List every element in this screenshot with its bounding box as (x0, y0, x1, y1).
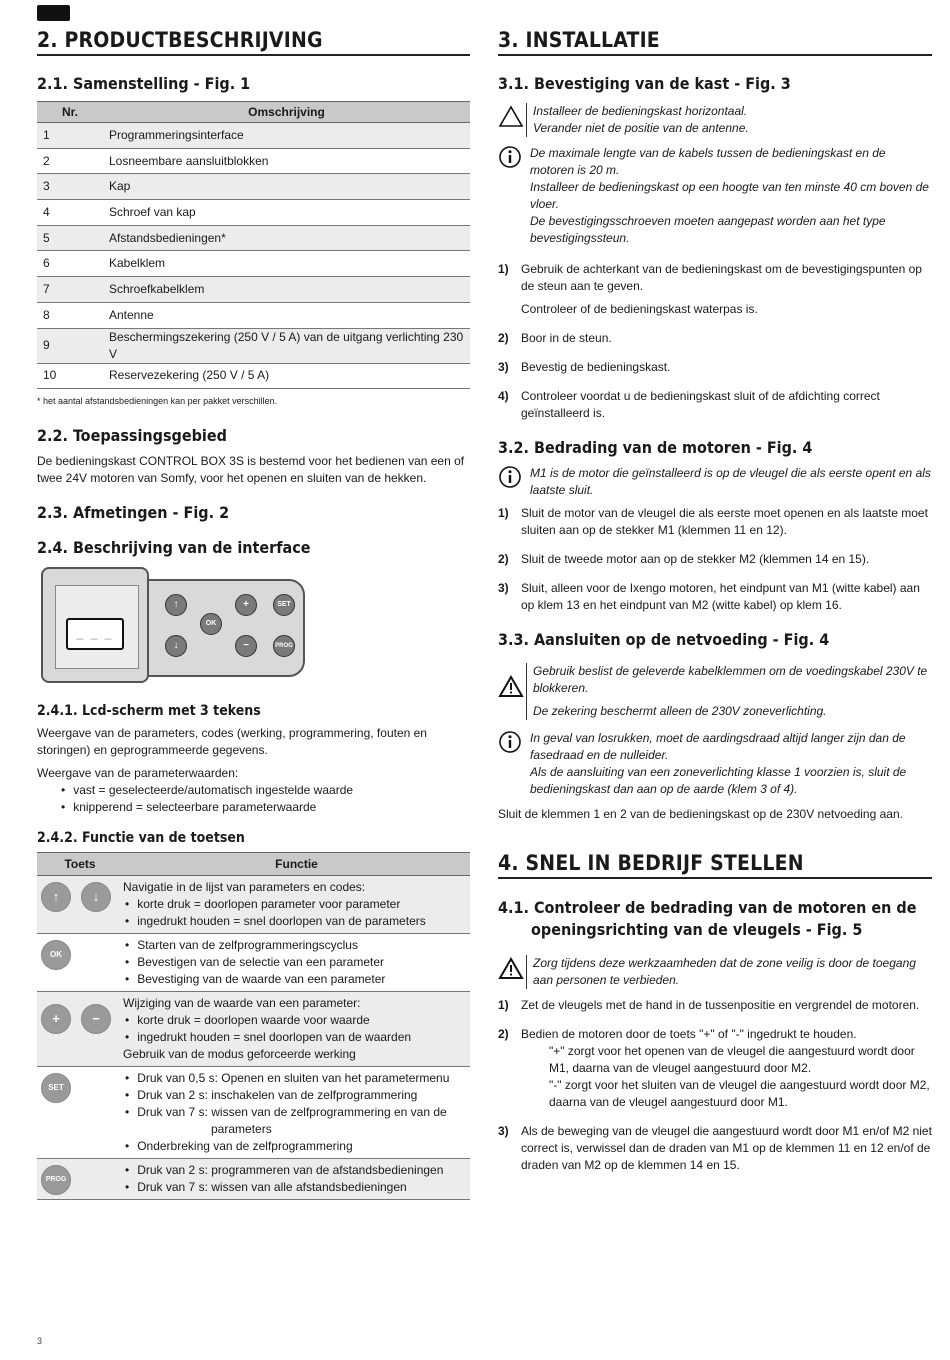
table-row: 10 Reservezekering (250 V / 5 A) (37, 363, 470, 389)
interface-figure (41, 567, 311, 689)
list-item: • knipperend = selecteerbare parameterwaarde (61, 799, 470, 816)
warning-icon (498, 663, 526, 720)
section-2-3-heading: 2.3. Afmetingen - Fig. 2 (37, 503, 230, 523)
section-3-heading: 3. INSTALLATIE (498, 28, 932, 56)
table-row: 2 Losneembare aansluitblokken (37, 148, 470, 174)
section-4-heading: 4. SNEL IN BEDRIJF STELLEN (498, 851, 932, 879)
ok-key-icon: OK (200, 613, 222, 635)
table-row: 7 Schroefkabelklem (37, 277, 470, 303)
list-item: 1) Gebruik de achterkant van de bedieningskast om de bevestigingspunten op de steun aan te geven. Controleer of de bedieningskast waterpas is. (498, 262, 922, 316)
lcd-values-intro: Weergave van de parameterwaarden: (37, 766, 239, 781)
table-row: OK • Starten van de zelfprogrammeringscyclus • Bevestigen van de selectie van een parameter • Bevestiging van de waarde van een parameter (37, 934, 470, 992)
ok-key-icon: OK (41, 940, 71, 970)
table-row: 8 Antenne (37, 302, 470, 328)
list-item: 3) Sluit, alleen voor de Ixengo motoren, het eindpunt van M1 (witte kabel) aan op klem 13 en het eindpunt van M2 (witte kabel) op klem 16. (498, 581, 920, 612)
right-column (498, 28, 932, 1186)
section-2-heading: 2. PRODUCTBESCHRIJVING (37, 28, 470, 56)
composition-table (37, 101, 470, 389)
info-icon (498, 465, 530, 499)
list-item: 3) Bevestig de bedieningskast. (498, 360, 671, 374)
list-item: 2) Boor in de steun. (498, 331, 612, 345)
list-item: 2) Sluit de tweede motor aan op de stekker M2 (klemmen 14 en 15). (498, 552, 870, 566)
section-3-3-heading: 3.3. Aansluiten op de netvoeding - Fig. 4 (498, 630, 830, 649)
minus-key-icon: − (235, 635, 257, 657)
list-item: • vast = geselecteerde/automatisch ingestelde waarde (61, 782, 470, 799)
table-row: + − Wijziging van de waarde van een parameter: • korte druk = doorlopen waarde voor waarde • ingedrukt houden = snel doorlopen van de waarden Gebruik van de modus geforceerde werking (37, 992, 470, 1067)
steps-3-1 (498, 261, 932, 428)
prog-key-icon: PROG (41, 1165, 71, 1195)
caution-note: Installeer de bedieningskast horizontaal. Verander niet de positie van de antenne. (498, 103, 932, 137)
list-item: 4) Controleer voordat u de bedieningskast sluit of de afdichting correct geïnstalleerd is. (498, 389, 880, 420)
steps-4-1 (498, 997, 932, 1180)
section-2-4-2-heading: 2.4.2. Functie van de toetsen (37, 830, 245, 847)
warning-note: Zorg tijdens deze werkzaamheden dat de zone veilig is door de toegang aan personen te verbieden. (498, 955, 932, 989)
table-row: 3 Kap (37, 174, 470, 200)
section-4-1-heading: 4.1. Controleer de bedrading van de motoren en de openingsrichting van de vleugels - Fig. 5 (498, 898, 917, 939)
info-note: M1 is de motor die geïnstalleerd is op de vleugel die als eerste opent en als laatste sluit. (498, 465, 932, 499)
down-arrow-icon: ↓ (165, 635, 187, 657)
section-3-1-heading: 3.1. Bevestiging van de kast - Fig. 3 (498, 74, 791, 93)
table-row: PROG • Druk van 2 s: programmeren van de afstandsbedieningen • Druk van 7 s: wissen van alle afstandsbedieningen (37, 1159, 470, 1200)
key-function-table (37, 852, 470, 1200)
info-note: De maximale lengte van de kabels tussen de bedieningskast en de motoren is 20 m. Installeer de bedieningskast op een hoogte van ten minste 40 cm boven de vloer. De bevestigingsschroeven moeten aangepast worden aan het type bevestigingssteun. (498, 145, 932, 247)
keypad (147, 579, 305, 677)
plus-key-icon: + (235, 594, 257, 616)
table-row: SET • Druk van 0,5 s: Openen en sluiten van het parametermenu • Druk van 2 s: inschakelen van de zelfprogrammering • Druk van 7 s: wissen van de zelfprogrammering en van de parameters • Onderbreking van de zelfprogrammering (37, 1067, 470, 1159)
caution-triangle-icon (498, 103, 526, 137)
down-arrow-icon: ↓ (81, 882, 111, 912)
section-2-4-1-heading: 2.4.1. Lcd-scherm met 3 tekens (37, 703, 261, 720)
plus-key-icon: + (41, 1004, 71, 1034)
list-item: 1) Sluit de motor van de vleugel die als eerste moet openen en als laatste moet sluiten aan op de stekker M1 (klemmen 11 en 12). (498, 506, 928, 537)
table-row: 4 Schroef van kap (37, 200, 470, 226)
netvoeding-paragraph: Sluit de klemmen 1 en 2 van de bedieningskast op de 230V netvoeding aan. (498, 807, 903, 821)
section-2-4-heading: 2.4. Beschrijving van de interface (37, 538, 311, 558)
info-icon (498, 730, 530, 798)
interface-housing (41, 567, 149, 683)
toepassing-paragraph: De bedieningskast CONTROL BOX 3S is bestemd voor het bedienen van een of twee 24V motoren van Somfy, voor het openen en sluiten van de hekken. (37, 454, 465, 486)
section-3-2-heading: 3.2. Bedrading van de motoren - Fig. 4 (498, 438, 813, 457)
table-row: ↑ ↓ Navigatie in de lijst van parameters en codes: • korte druk = doorlopen parameter voor parameter • ingedrukt houden = snel doorlopen van de parameters (37, 876, 470, 934)
set-key-icon: SET (273, 594, 295, 616)
list-item: 2) Bedien de motoren door de toets "+" of "-" ingedrukt te houden. "+" zorgt voor het openen van de vleugel die aangestuurd wordt door M1, daarna van de vleugel aangestuurd door M2. "-" zorgt voor het sluiten van de vleugel die aangestuurd wordt door M2, daarna van de vleugel aangestuurd door M1. (498, 1027, 930, 1109)
info-icon (498, 145, 530, 247)
lcd-paragraph: Weergave van de parameters, codes (werking, programmering, fouten en storingen) en geprogrammeerde gegevens. (37, 726, 427, 758)
section-2-2-heading: 2.2. Toepassingsgebied (37, 426, 227, 446)
table-row: 5 Afstandsbedieningen* (37, 225, 470, 251)
table-row: 6 Kabelklem (37, 251, 470, 277)
section-2-1-heading: 2.1. Samenstelling - Fig. 1 (37, 74, 251, 93)
table-footnote: * het aantal afstandsbedieningen kan per pakket verschillen. (37, 396, 278, 407)
warning-icon (498, 955, 526, 989)
col-header-toets: Toets (37, 853, 123, 876)
col-header-nr: Nr. (37, 102, 103, 123)
page-number: 3 (37, 1336, 43, 1346)
table-row: 9 Beschermingszekering (250 V / 5 A) van de uitgang verlichting 230 V (37, 328, 470, 363)
info-note: In geval van losrukken, moet de aardingsdraad altijd langer zijn dan de fasedraad en de nulleider. Als de aansluiting van een zoneverlichting klasse 1 voorzien is, sluit de bedieningskast dan aan op de aarde (klem 3 of 4). (498, 730, 932, 798)
warning-note: Gebruik beslist de geleverde kabelklemmen om de voedingskabel 230V te blokkeren. De zekering beschermt alleen de 230V zoneverlichting. (498, 663, 932, 720)
steps-3-2 (498, 505, 932, 620)
col-header-omschrijving: Omschrijving (103, 102, 470, 123)
list-item: 1) Zet de vleugels met de hand in de tussenpositie en vergrendel de motoren. (498, 998, 920, 1012)
list-item: 3) Als de beweging van de vleugel die aangestuurd wordt door M1 en/of M2 niet correct is, verwissel dan de draden van M1 op de klemmen 11 en 12 en/of de draden van M2 op de klemmen 14 en 15. (498, 1124, 932, 1172)
up-arrow-icon: ↑ (41, 882, 71, 912)
col-header-functie: Functie (123, 853, 470, 876)
table-row: 1 Programmeringsinterface (37, 123, 470, 149)
language-tab (37, 5, 70, 21)
lcd-values-list (37, 782, 470, 816)
prog-key-icon: PROG (273, 635, 295, 657)
left-column (37, 28, 470, 1200)
minus-key-icon: − (81, 1004, 111, 1034)
lcd-display: _ _ _ (66, 618, 124, 650)
up-arrow-icon: ↑ (165, 594, 187, 616)
set-key-icon: SET (41, 1073, 71, 1103)
